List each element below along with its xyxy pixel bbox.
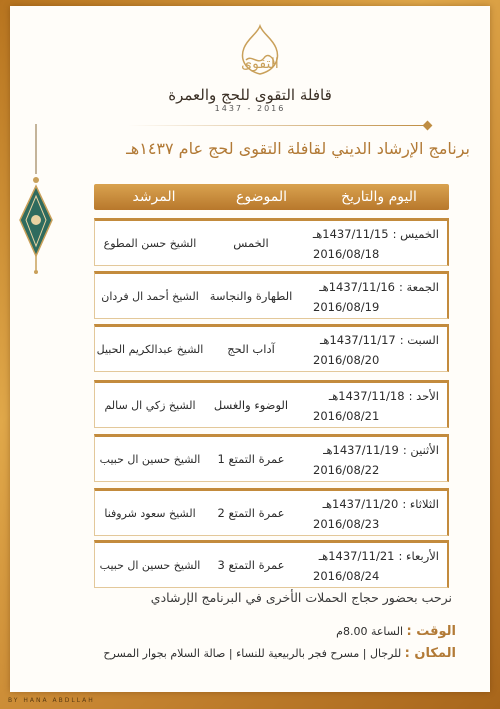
day-cell [299,546,439,586]
hijri-date: 1437/11/18هـ [328,389,405,403]
day-cell [299,440,439,480]
table-row [94,271,449,319]
org-name: قافلة التقوى للحج والعمرة [168,86,332,104]
day-name: الأربعاء : [398,549,439,563]
day-name: الأثنين : [402,443,439,457]
gregorian-date: 2016/08/23 [313,517,380,531]
guide-cell: الشيخ حسين ال حبيب [99,452,201,466]
table-row [94,540,449,588]
gregorian-date: 2016/08/24 [313,569,380,583]
gregorian-date: 2016/08/20 [313,353,380,367]
day-cell [299,277,439,317]
time-value: الساعة 8.00م [336,625,403,638]
guide-cell: الشيخ حسن المطوع [103,236,197,250]
table-row [94,488,449,536]
logo-text: التقوى [241,56,279,72]
gregorian-date: 2016/08/21 [313,409,380,423]
guide-cell: الشيخ أحمد ال فردان [101,289,199,303]
guide-cell: الشيخ عبدالكريم الحبيل [96,342,204,356]
time-line [50,624,456,639]
hijri-date: 1437/11/20هـ [322,497,399,511]
table-row [94,434,449,482]
gregorian-date: 2016/08/18 [313,247,380,261]
years: 1437 - 2016 [214,104,286,113]
program-title: برنامج الإرشاد الديني لقافلة التقوى لحج عام ١٤٣٧هـ [126,139,470,158]
hijri-date: 1437/11/21هـ [318,549,395,563]
place-line [50,646,456,661]
place-value: للرجال | مسرح فجر بالربيعية للنساء | صالة السلام بجوار المسرح [103,647,402,660]
day-name: الثلاثاء : [402,497,439,511]
gregorian-date: 2016/08/19 [313,300,380,314]
designer-signature: BY HANA ABDLLAH [8,697,95,704]
time-label: الوقت : [406,624,456,639]
document-sheet [10,6,490,692]
day-cell [299,386,439,426]
place-label: المكان : [404,646,456,661]
title-divider [128,125,428,126]
day-name: السبت : [399,333,439,347]
table-row [94,324,449,372]
day-name: الأحد : [408,389,439,403]
day-cell [299,494,439,534]
column-guide: المرشد [132,189,176,205]
hijri-date: 1437/11/16هـ [319,280,395,294]
hijri-date: 1437/11/15هـ [312,227,389,241]
guide-cell: الشيخ حسين ال حبيب [99,558,201,572]
topic-cell: عمرة التمتع 3 [217,557,285,572]
guide-cell: الشيخ سعود شروفنا [104,506,196,520]
table-row [94,380,449,428]
topic-cell: آداب الحج [227,341,275,356]
day-name: الجمعة : [398,280,439,294]
hijri-date: 1437/11/17هـ [320,333,396,347]
table-header [94,184,449,210]
topic-cell: عمرة التمتع 2 [217,505,285,520]
gregorian-date: 2016/08/22 [313,463,380,477]
topic-cell: الوضوء والغسل [213,397,289,412]
column-topic: الموضوع [236,189,287,205]
day-cell [299,330,439,370]
guide-cell: الشيخ زكي ال سالم [104,398,196,412]
welcome-note: نرحب بحضور حجاج الحملات الأخرى في البرنامج الإرشادي [150,590,452,605]
topic-cell: الطهارة والنجاسة [209,288,293,303]
topic-cell: عمرة التمتع 1 [217,451,285,466]
hijri-date: 1437/11/19هـ [323,443,399,457]
day-name: الخميس : [392,227,439,241]
day-cell [299,224,439,264]
table-row [94,218,449,266]
caravan-logo [230,24,290,80]
column-day-date: اليوم والتاريخ [341,189,417,205]
topic-cell: الخمس [233,235,269,250]
